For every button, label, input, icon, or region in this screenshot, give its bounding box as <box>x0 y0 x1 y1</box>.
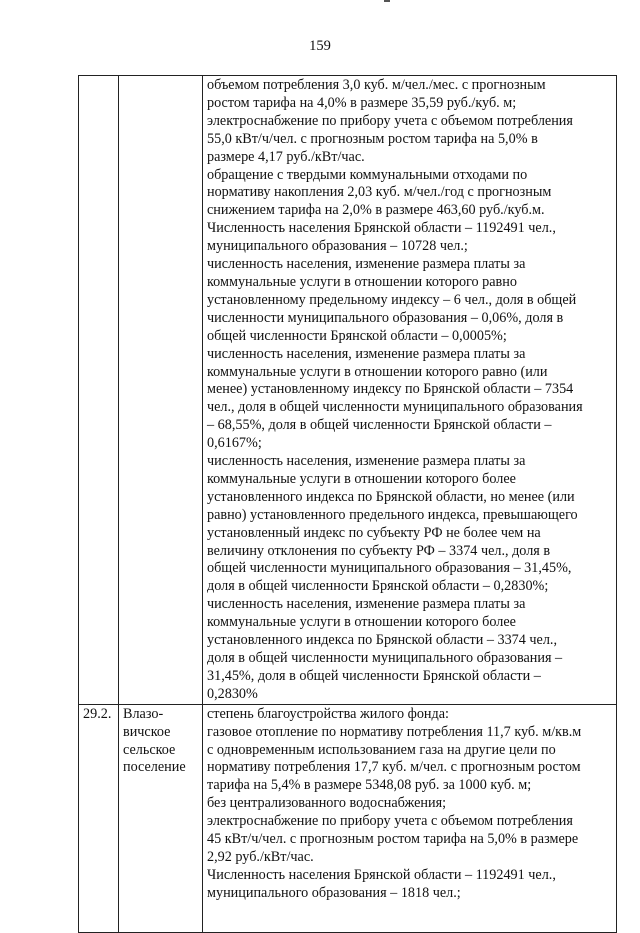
text-line: ростом тарифа на 4,0% в размере 35,59 руб./куб. м; <box>207 94 517 111</box>
name-line: Влазо- <box>123 705 164 722</box>
table-row <box>79 704 617 932</box>
text-line: доля в общей численности Брянской области – 0,2830%; <box>207 578 549 595</box>
text-line: с одновременным использованием газа на другие цели по <box>207 741 556 758</box>
row-description <box>203 76 617 705</box>
text-line: 0,6167%; <box>207 435 262 452</box>
text-line: Численность населения Брянской области – 1192491 чел., <box>207 866 556 883</box>
table-row <box>79 76 617 705</box>
text-line: установленному предельному индексу – 6 чел., доля в общей <box>207 291 577 308</box>
text-line: численность населения, изменение размера платы за <box>207 453 526 470</box>
text-line: муниципального образования – 10728 чел.; <box>207 238 468 255</box>
text-line: 2,92 руб./кВт/час. <box>207 848 314 865</box>
settlement-name <box>119 76 203 705</box>
text-line: равно) установленного предельного индекса, превышающего <box>207 506 578 523</box>
text-line: установленного индекса по Брянской области, но менее (или <box>207 488 575 505</box>
text-line: размере 4,17 руб./кВт/час. <box>207 148 365 165</box>
text-line: нормативу потребления 17,7 куб. м/чел. с прогнозным ростом <box>207 759 581 776</box>
text-line: численность населения, изменение размера платы за <box>207 596 526 613</box>
text-line: коммунальные услуги в отношении которого более <box>207 614 516 631</box>
text-line: численность населения, изменение размера платы за <box>207 345 526 362</box>
row-description <box>203 704 617 932</box>
text-line: объемом потребления 3,0 куб. м/чел./мес. с прогнозным <box>207 77 546 93</box>
text-line: коммунальные услуги в отношении которого более <box>207 470 516 487</box>
text-line: общей численности Брянской области – 0,0005%; <box>207 327 507 344</box>
text-line: Численность населения Брянской области – 1192491 чел., <box>207 220 556 237</box>
row-number: 29.2. <box>79 704 119 932</box>
name-line: вичское <box>123 723 171 740</box>
text-line: тарифа на 5,4% в размере 5348,08 руб. за 1000 куб. м; <box>207 777 532 794</box>
text-line: 45 кВт/ч/чел. с прогнозным ростом тарифа на 5,0% в размере <box>207 831 579 848</box>
text-line: величину отклонения по субъекту РФ – 3374 чел., доля в <box>207 542 551 559</box>
text-line: нормативу накопления 2,03 куб. м/чел./год с прогнозным <box>207 184 552 201</box>
text-line: коммунальные услуги в отношении которого равно (или <box>207 363 548 380</box>
text-line: газовое отопление по нормативу потребления 11,7 куб. м/кв.м <box>207 723 582 740</box>
document-table <box>78 75 617 933</box>
top-mark <box>384 0 390 2</box>
text-line: доля в общей численности муниципального образования – <box>207 650 563 666</box>
page-number: 159 <box>309 38 331 54</box>
text-line: снижением тарифа на 2,0% в размере 463,60 руб./куб.м. <box>207 202 545 219</box>
text-line: муниципального образования – 1818 чел.; <box>207 884 461 901</box>
text-line: 31,45%, доля в общей численности Брянской области – <box>207 667 541 684</box>
row-number <box>79 76 119 705</box>
text-line: установленного индекса по Брянской области – 3374 чел., <box>207 632 558 649</box>
name-line: поселение <box>123 759 186 776</box>
text-line: установленный индекс по субъекту РФ не более чем на <box>207 524 541 541</box>
text-line: обращение с твердыми коммунальными отходами по <box>207 166 528 183</box>
text-line: без централизованного водоснабжения; <box>207 795 447 812</box>
text-line: 55,0 кВт/ч/чел. с прогнозным ростом тарифа на 5,0% в <box>207 130 538 147</box>
text-line: коммунальные услуги в отношении которого равно <box>207 273 517 290</box>
text-line: степень благоустройства жилого фонда: <box>207 705 449 722</box>
settlement-name <box>119 704 203 932</box>
text-line: общей численности муниципального образования – 31,45%, <box>207 560 572 577</box>
text-line: 0,2830% <box>207 685 258 702</box>
text-line: электроснабжение по прибору учета с объемом потребления <box>207 813 573 830</box>
text-line: электроснабжение по прибору учета с объемом потребления <box>207 112 573 129</box>
name-line: сельское <box>123 741 176 758</box>
text-line: менее) установленному индексу по Брянской области – 7354 <box>207 381 574 398</box>
text-line: – 68,55%, доля в общей численности Брянской области – <box>207 417 552 434</box>
text-line: чел., доля в общей численности муниципального образования <box>207 399 583 416</box>
text-line: численность населения, изменение размера платы за <box>207 256 526 273</box>
text-line: численности муниципального образования – 0,06%, доля в <box>207 309 564 326</box>
